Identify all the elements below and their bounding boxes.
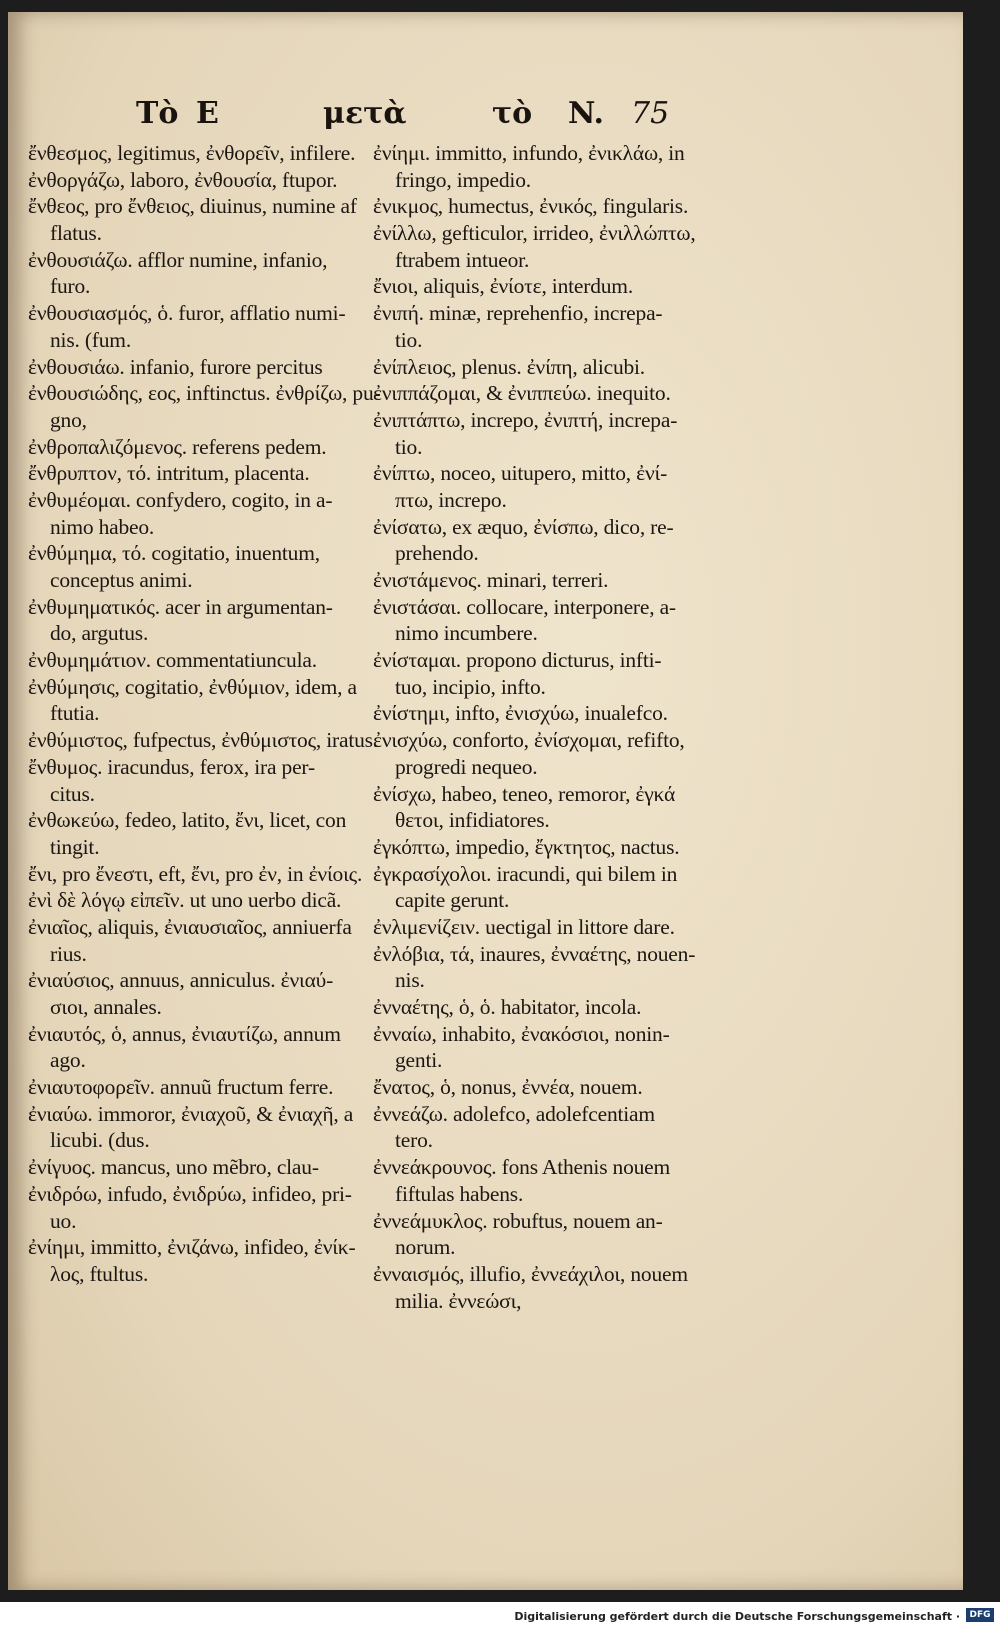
dictionary-line: ἐνίπλειος, plenus. ἐνίπη, alicubi. [373,354,645,379]
dfg-logo: DFG [966,1608,994,1622]
dictionary-line: gno, [50,407,87,432]
dictionary-line: ἐνίημι, immitto, ἐνιζάνω, infideo, ἐνίκ- [28,1235,356,1260]
header-letter-e: E [196,96,219,131]
dictionary-line: ἐνίημι. immitto, infundo, ἐνικλάω, in [373,141,685,165]
dictionary-line: do, argutus. [50,621,149,646]
dictionary-line: ἐνθύμησις, cogitatio, ἐνθύμιον, idem, a [28,674,357,699]
dictionary-line: ἐνιππάζομαι, & ἐνιππεύω. inequito. [373,381,671,406]
header-letter-n: N. [568,96,604,131]
right-column [373,140,715,1314]
dictionary-line: ἐνικμος, humectus, ἐνικός, fingularis. [373,194,689,219]
dictionary-line: progredi nequeo. [395,754,538,779]
dictionary-line: ago. [50,1048,86,1073]
dictionary-line: ἔνθεος, pro ἔνθειος, diuinus, numine af [28,194,357,219]
dictionary-line: ἐνθροπαλιζόμενος. referens pedem. [28,434,327,459]
dictionary-line: fiftulas habens. [395,1181,524,1206]
dictionary-line: tio. [395,327,423,352]
dictionary-line: rius. [50,941,87,966]
dictionary-line: ἐνθυμηματικός. acer in argumentan- [28,594,333,619]
dictionary-line: ἐνιαύσιος, annuus, anniculus. ἐνιαύ- [28,968,334,993]
dictionary-line: ἐνιστάμενος. minari, terreri. [373,568,609,592]
dictionary-line: ἐνίσατω, ex æquo, ἐνίσπω, dico, re- [373,514,674,539]
dictionary-line: ἐνίσχω, habeo, teneo, remoror, ἐγκά [373,781,676,806]
book-page [8,12,963,1590]
dictionary-line: ἔνι, pro ἔνεστι, eft, ἔνι, pro ἐν, in ἐνίοις. [28,861,363,886]
dictionary-line: prehendo. [395,541,479,566]
dictionary-line: tingit. [50,834,100,859]
dictionary-line: πτω, increpo. [395,487,507,512]
dictionary-line: ἐγκόπτω, impedio, ἔγκτητος, nactus. [373,834,680,859]
dictionary-line: θετοι, infidiatores. [395,808,550,833]
running-header [8,96,963,136]
dictionary-line: ἐνιπτάπτω, increpo, ἐνιπτή, increpa- [373,407,678,432]
dictionary-line: ἐνναισμός, illufio, ἐννεάχιλοι, nouem [373,1261,688,1286]
dictionary-line: ἐνίγυος. mancus, uno mẽbro, clau- [28,1155,319,1180]
dictionary-line: nimo habeo. [50,514,155,539]
dictionary-line: ἐνίπτω, noceo, uitupero, mitto, ἐνί- [373,461,668,486]
digitization-footer [0,1602,1000,1630]
dictionary-line: ftrabem intueor. [395,247,530,272]
dictionary-line: ἐγκρασίχολοι. iracundi, qui bilem in [373,861,678,886]
dictionary-line: ἔνθυμος. iracundus, ferox, ira per- [28,754,315,779]
dictionary-line: ftutia. [50,701,100,726]
header-word-to: Tὸ [136,96,179,131]
dictionary-line: ἐνὶ δὲ λόγῳ εἰπεῖν. ut uno uerbo dicã. [28,888,342,913]
dictionary-line: norum. [395,1235,456,1260]
dictionary-line: citus. [50,781,95,806]
dictionary-line: ἐνθύμημα, τό. cogitatio, inuentum, [28,541,320,566]
dictionary-line: ἐνλόβια, τά, inaures, ἐνναέτης, nouen- [373,941,696,966]
dictionary-line: tuo, incipio, infto. [395,674,546,699]
dictionary-line: fringo, impedio. [395,167,531,192]
dictionary-line: ἔνθρυπτον, τό. intritum, placenta. [28,461,310,486]
page-number: 75 [631,96,670,131]
dictionary-line: ἐνισχύω, conforto, ἐνίσχομαι, refifto, [373,728,685,753]
dictionary-line: ἐνιπή. minæ, reprehenfio, increpa- [373,301,663,326]
dictionary-line: conceptus animi. [50,568,193,592]
dictionary-line: ἐνίλλω, gefticulor, irrideo, ἐνιλλώπτω, [373,221,696,246]
dictionary-line: nimo incumbere. [395,621,538,646]
dictionary-line: ἔνιοι, aliquis, ἐνίοτε, interdum. [373,274,633,299]
dictionary-line: ἐνθουσιασμός, ὁ. furor, afflatio numi- [28,301,346,326]
dictionary-line: genti. [395,1048,443,1073]
dictionary-line: ἐνθουσιάζω. afflor numine, infanio, [28,247,328,272]
dictionary-line: ἐνθουσιώδης, εος, inftinctus. ἐνθρίζω, pu- [28,381,381,406]
dictionary-line: ἐννεάκρουνος. fons Athenis nouem [373,1155,671,1180]
dictionary-line: ἐνιαυτός, ὁ, annus, ἐνιαυτίζω, annum [28,1021,341,1046]
dictionary-line: milia. ἐννεώσι, [395,1288,522,1313]
dictionary-line: ἐνιαύω. immoror, ἐνιαχοῦ, & ἐνιαχῆ, a [28,1101,354,1126]
dictionary-line: nis. [395,968,425,993]
dictionary-line: tio. [395,434,423,459]
dictionary-line: ἐνναίω, inhabito, ἐνακόσιοι, nonin- [373,1021,670,1046]
header-word-meta: μετὰ [323,96,407,131]
dictionary-line: nis. (fum. [50,327,132,352]
dictionary-line: ἐνιαυτοφορεῖν. annuũ fructum ferre. [28,1075,334,1100]
dictionary-line: ἐνιδρόω, infudo, ἐνιδρύω, infideo, pri- [28,1181,352,1206]
footer-credit-text: Digitalisierung gefördert durch die Deutsche Forschungsgemeinschaft · [514,1610,960,1623]
dictionary-line: σιοι, annales. [50,995,162,1019]
dictionary-line: ἐνίστημι, infto, ἐνισχύω, inualefco. [373,701,668,726]
dictionary-line: ἐνθυμέομαι. confydero, cogito, in a- [28,487,333,512]
dictionary-line: ἐνλιμενίζειν. uectigal in littore dare. [373,914,675,939]
dictionary-line: ἐνθυμημάτιον. commentatiuncula. [28,648,317,673]
dictionary-line: ἐνίσταμαι. propono dicturus, infti- [373,648,662,673]
dictionary-line: ἐνθύμιστος, fufpectus, ἐνθύμιστος, iratus. [28,728,378,753]
dictionary-line: capite gerunt. [395,888,510,913]
dictionary-line: uo. [50,1208,77,1233]
dictionary-line: ἐνναέτης, ὁ, ὁ. habitator, incola. [373,995,642,1019]
dictionary-line: licubi. (dus. [50,1128,150,1153]
dictionary-line: ἐνθοργάζω, laboro, ἐνθουσία, ftupor. [28,167,338,192]
dictionary-line: ἐνιστάσαι. collocare, interponere, a- [373,594,676,619]
dictionary-line: ἐνθωκεύω, fedeo, latito, ἔνι, licet, con [28,808,347,833]
dictionary-line: ἐνιαῖος, aliquis, ἐνιαυσιαῖος, anniuerfa [28,914,352,939]
dictionary-line: ἐνθουσιάω. infanio, furore percitus [28,354,323,379]
dictionary-line: ἔνατος, ὁ, nonus, ἐννέα, nouem. [373,1075,643,1100]
left-column [28,140,381,1288]
dictionary-line: tero. [395,1128,433,1153]
dictionary-line: ἐννεάζω. adolefco, adolefcentiam [373,1101,655,1126]
dictionary-line: furo. [50,274,91,299]
dictionary-line: ἔνθεσμος, legitimus, ἐνθορεῖν, infilere. [28,141,356,165]
dictionary-line: λος, ftultus. [50,1261,149,1286]
header-word-tou: τὸ [492,96,533,131]
dictionary-line: flatus. [50,221,102,246]
dictionary-line: ἐννεάμυκλος. robuftus, nouem an- [373,1208,663,1233]
